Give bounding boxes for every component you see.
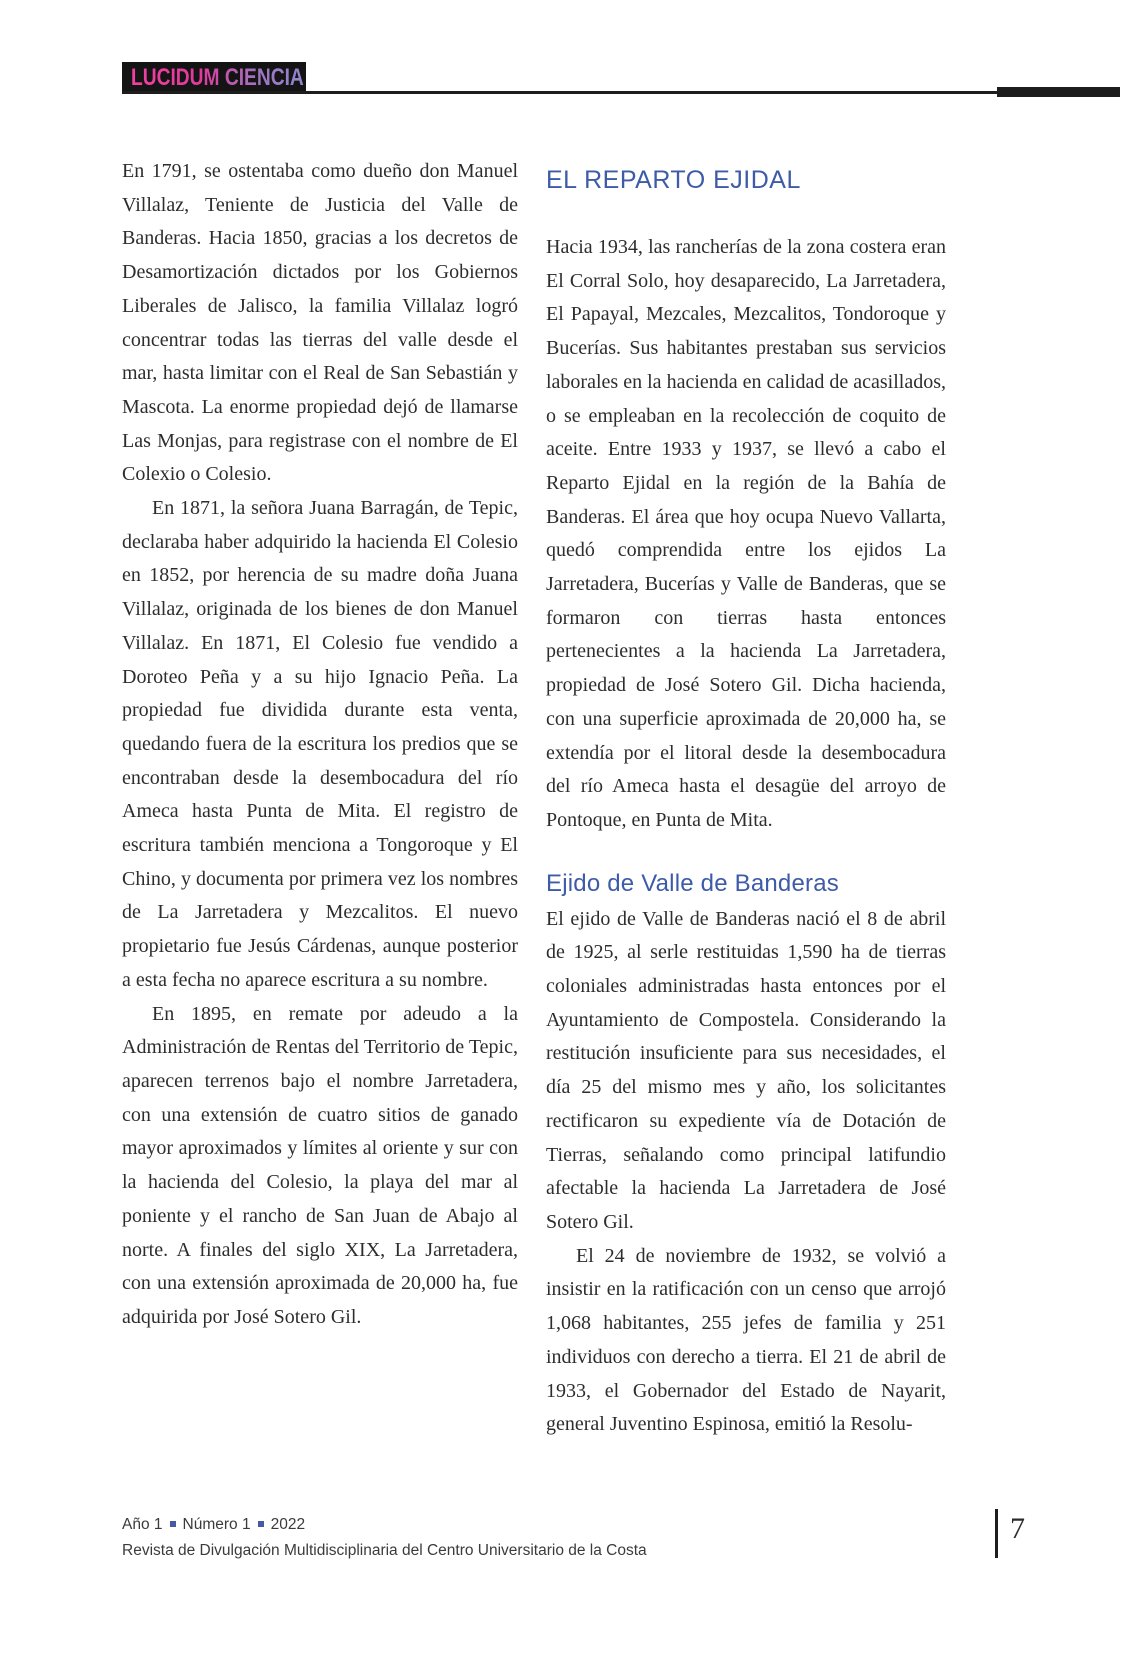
footer-journal-name: Revista de Divulgación Multidisciplinaria del Centro Universitario de la Costa [122,1542,647,1559]
paragraph: El ejido de Valle de Banderas nació el 8 de abril de 1925, al serle restituidas 1,590 ha de tierras coloniales administradas hasta entonces por el Ayuntamiento de Compostela. Considerando la restitución insuficiente para sus necesidades, el día 25 del mismo mes y año, los solicitantes rectificaron su expediente vía de Dotación de Tierras, señalando como principal latifundio afectable la hacienda La Jarretadera de José Sotero Gil. [546,907,946,1233]
page-number-divider [995,1509,998,1558]
square-bullet-icon [170,1521,176,1527]
left-column [122,155,518,1335]
square-bullet-icon [258,1521,264,1527]
page-footer [122,1512,647,1564]
paragraph: En 1791, se ostentaba como dueño don Manuel Villalaz, Teniente de Justicia del Valle de Banderas. Hacia 1850, gracias a los decretos de Desamortización dictados por los Gobiernos Liberales de Jalisco, la familia Villalaz logró concentrar todas las tierras del valle desde el mar, hasta limitar con el Real de San Sebastián y Mascota. La enorme propiedad dejó de llamarse Las Monjas, para registrase con el nombre de El Colexio o Colesio. [122,160,518,486]
page-number: 7 [1010,1512,1025,1545]
section-heading-reparto-ejidal: EL REPARTO EJIDAL [546,166,801,194]
section-heading-ejido-valle-banderas: Ejido de Valle de Banderas [546,869,839,897]
right-column [546,155,946,1442]
brand-badge [122,62,306,93]
footer-date: 2022 [270,1516,306,1533]
paragraph: Hacia 1934, las rancherías de la zona costera eran El Corral Solo, hoy desaparecido, La Jarretadera, El Papayal, Mezcales, Mezcalitos, Tondoroque y Bucerías. Sus habitantes prestaban sus servicios laborales en la hacienda en calidad de acasillados, o se empleaban en la recolección de coquito de aceite. Entre 1933 y 1937, se llevó a cabo el Reparto Ejidal en la región de la Bahía de Banderas. El área que hoy ocupa Nuevo Vallarta, quedó comprendida entre los ejidos La Jarretadera, Bucerías y Valle de Banderas, que se formaron con tierras hasta entonces pertenecientes a la hacienda La Jarretadera, propiedad de José Sotero Gil. Dicha hacienda, con una superficie aproximada de 20,000 ha, se extendía por el litoral desde la desembocadura del río Ameca hasta el desagüe del arroyo de Pontoque, en Punta de Mita. [546,236,946,831]
paragraph: En 1871, la señora Juana Barragán, de Tepic, declaraba haber adquirido la hacienda El Colesio en 1852, por herencia de su madre doña Juana Villalaz, originada de los bienes de don Manuel Villalaz. En 1871, El Colesio fue vendido a Doroteo Peña y a su hijo Ignacio Peña. La propiedad fue dividida durante esta venta, quedando fuera de la escritura los predios que se encontraban desde la desembocadura del río Ameca hasta Punta de Mita. El registro de escritura también menciona a Tongoroque y El Chino, y documenta por primera vez los nombres de La Jarretadera y Mezcalitos. El nuevo propietario fue Jesús Cárdenas, aunque posterior a esta fecha no aparece escritura a su nombre. [122,497,518,991]
paragraph: En 1895, en remate por adeudo a la Administración de Rentas del Territorio de Tepic, aparecen terrenos bajo el nombre Jarretadera, con una extensión de cuatro sitios de ganado mayor aproximados y límites al oriente y sur con la hacienda del Colesio, la playa del mar al poniente y el rancho de San Juan de Abajo al norte. A finales del siglo XIX, La Jarretadera, con una extensión aproximada de 20,000 ha, fue adquirida por José Sotero Gil. [122,1002,518,1328]
footer-issue-info [122,1512,647,1538]
brand-title: LUCIDUM CIENCIA [131,63,304,91]
header-rule [122,91,998,94]
footer-year: Año 1 [122,1516,163,1533]
header-rule-accent [997,87,1120,97]
footer-issue: Número 1 [182,1516,251,1533]
paragraph: El 24 de noviembre de 1932, se volvió a insistir en la ratificación con un censo que arrojó 1,068 habitantes, 255 jefes de familia y 251 individuos con derecho a tierra. El 21 de abril de 1933, el Gobernador del Estado de Nayarit, general Juventino Espinosa, emitió la Resolu- [546,1244,946,1436]
